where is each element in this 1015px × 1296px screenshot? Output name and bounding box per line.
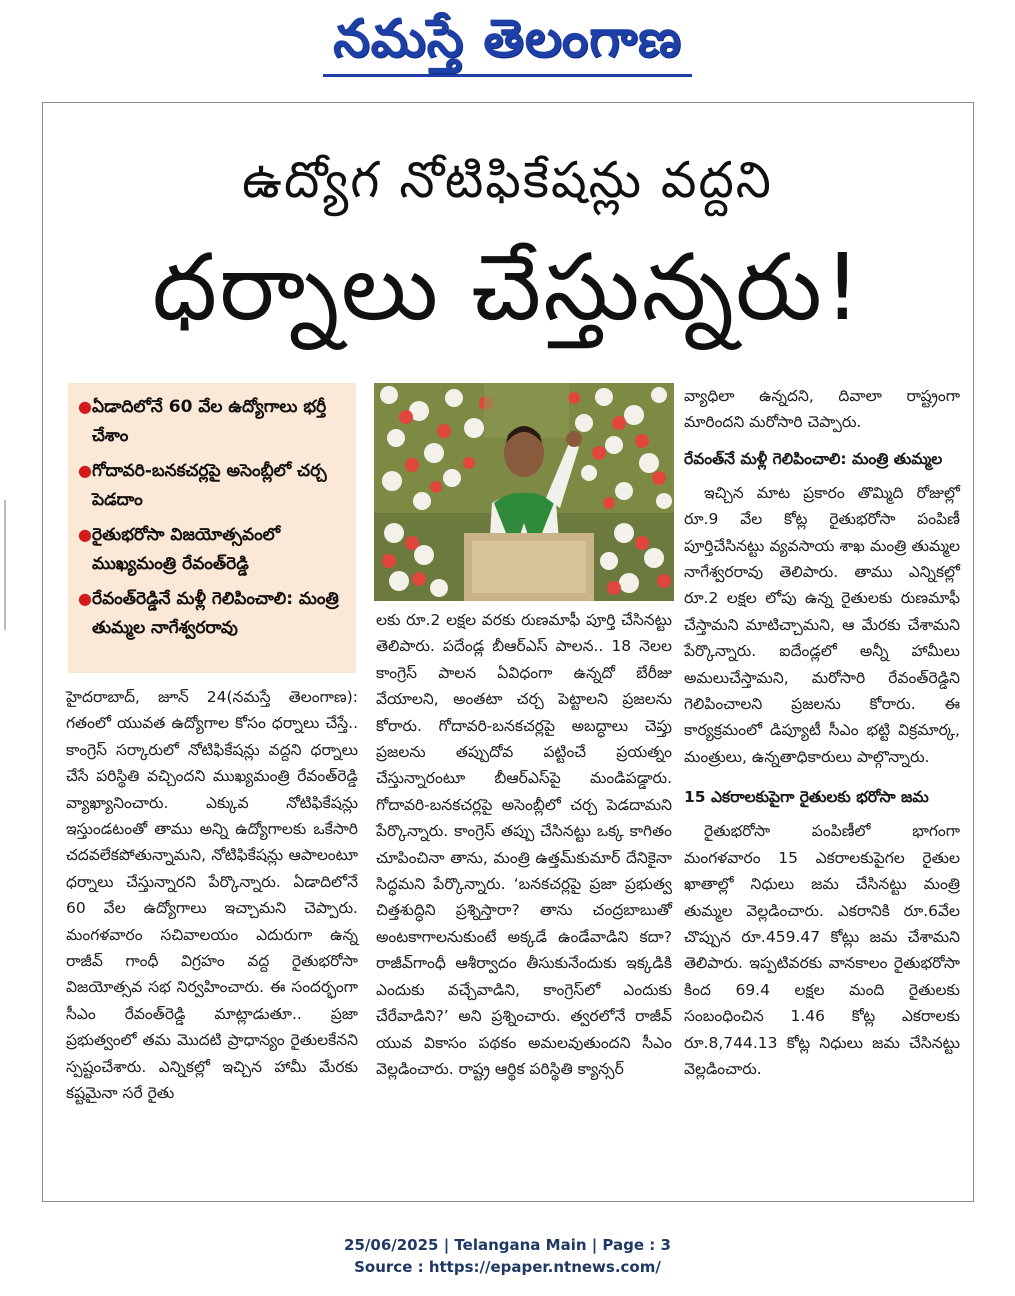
highlights-box <box>68 383 356 673</box>
masthead <box>0 0 1015 86</box>
highlight-item <box>78 393 348 451</box>
footer-edition-info: 25/06/2025 | Telangana Main | Page : 3 <box>344 1236 671 1254</box>
subheading: 15 ఎకరాలకుపైగా రైతులకు భరోసా జమ <box>684 788 929 807</box>
footer-source-link[interactable]: Source : https://epaper.ntnews.com/ <box>354 1258 661 1276</box>
highlight-item <box>78 521 348 579</box>
highlight-text: రేవంత్‌రెడ్డినే మళ్లీ గెలిపించాలి: మంత్రి తుమ్మల నాగేశ్వరరావు <box>92 589 339 638</box>
bullet-icon: ● <box>78 525 92 544</box>
article-column-1 <box>66 684 358 1107</box>
article-column-3 <box>684 383 960 1082</box>
article-photo <box>374 383 674 601</box>
article-paragraph: హైదరాబాద్, జూన్ 24(నమస్తే తెలంగాణ): గతంలో యువత ఉద్యోగాల కోసం ధర్నాలు చేస్తే.. కాంగ్రెస్ సర్కారులో నోటిఫికేషన్లు వద్దని ధర్నాలు చేసే పరిస్థితి వచ్చిందని ముఖ్యమంత్రి రేవంత్‌రెడ్డి వ్యాఖ్యానించారు. ఎక్కువ నోటిఫికేషన్లు ఇస్తుండటంతో తాము అన్ని ఉద్యోగాలకు ఒకేసారి చదవలేకపోతున్నామని, నోటిఫికేషన్లు ఆపాలంటూ ధర్నాలు చేస్తున్నారని పేర్కొన్నారు. ఏడాదిలోనే 60 వేల ఉద్యోగాలు ఇచ్చామని చెప్పారు. మంగళవారం సచివాలయం ఎదురుగా ఉన్న రాజీవ్ గాంధీ విగ్రహం వద్ద రైతుభరోసా విజయోత్సవ సభ నిర్వహించారు. ఈ సందర్భంగా సీఎం రేవంత్‌రెడ్డి మాట్లాడుతూ.. ప్రజా ప్రభుత్వంలో తమ మొదటి ప్రాధాన్యం రైతులకేనని స్పష్టంచేశారు. ఎన్నికల్లో ఇచ్చిన హామీ మేరకు కష్టమైనా సరే రైతు <box>66 688 358 1103</box>
highlight-text: రైతుభరోసా విజయోత్సవంలో ముఖ్యమంత్రి రేవంత్‌రెడ్డి <box>92 525 281 574</box>
page-edge-mark <box>4 500 6 630</box>
speaker-photo-illustration <box>374 383 674 601</box>
highlight-text: ఏడాదిలోనే 60 వేల ఉద్యోగాలు భర్తీ చేశాం <box>92 397 327 446</box>
article-column-2 <box>376 607 672 1082</box>
subheading: రేవంత్‌నే మళ్లీ గెలిపించాలి: మంత్రి తుమ్మల <box>684 449 943 468</box>
highlight-item <box>78 457 348 515</box>
article-paragraph: ఇచ్చిన మాట ప్రకారం తొమ్మిది రోజుల్లో రూ.9 వేల కోట్ల రైతుభరోసా పంపిణీ పూర్తిచేసినట్టు వ్యవసాయ శాఖ మంత్రి తుమ్మల నాగేశ్వరరావు తెలిపారు. తాము ఎన్నికల్లో రూ.2 లక్షల లోపు ఉన్న రైతులకు రుణమాఫీ చేస్తామని మాటిచ్చామని, ఆ మేరకు చేశామని పేర్కొన్నారు. ఐదేండ్లలో అన్నీ హామీలు అమలుచేస్తామని, మరోసారి రేవంత్‌రెడ్డిని గెలిపించాలని ప్రజలను కోరారు. ఈ కార్యక్రమంలో డిప్యూటీ సీఎం భట్టి విక్రమార్క, మంత్రులు, ఉన్నతాధికారులు పాల్గొన్నారు. <box>684 483 960 766</box>
article-paragraph: రైతుభరోసా పంపిణీలో భాగంగా మంగళవారం 15 ఎకరాలకుపైగల రైతుల ఖాతాల్లో నిధులు జమ చేసినట్టు మంత్రి తుమ్మల వెల్లడించారు. ఎకరానికి రూ.6వేల చొప్పున రూ.459.47 కోట్లు జమ చేశామని తెలిపారు. ఇప్పటివరకు వానకాలం రైతుభరోసా కింద 69.4 లక్షల మంది రైతులకు సంబంధించిన 1.46 కోట్ల ఎకరాలకు రూ.8,744.13 కోట్ల నిధులు జమ చేసినట్టు వెల్లడించారు. <box>684 822 960 1078</box>
headline-line-2: ధర్నాలు చేస్తున్నరు! <box>152 234 863 341</box>
article-paragraph: వ్యాధిలా ఉన్నదని, దివాలా రాష్ట్రంగా మారిందని మరోసారి చెప్పారు. <box>684 387 960 432</box>
bullet-icon: ● <box>78 589 92 608</box>
bullet-icon: ● <box>78 461 92 480</box>
article-paragraph: లకు రూ.2 లక్షల వరకు రుణమాఫీ పూర్తి చేసినట్టు తెలిపారు. పదేండ్ల బీఆర్‌ఎస్ పాలన.. 18 నెలల కాంగ్రెస్ పాలన ఏవిధంగా ఉన్నదో బేరీజు వేయాలని, అంతటా చర్చ పెట్టాలని ప్రజలను కోరారు. గోదావరి-బనకచర్లపై అబద్ధాలు చెప్తు ప్రజలను తప్పుదోవ పట్టించే ప్రయత్నం చేస్తున్నారంటూ బీఆర్‌ఎస్‌పై మండిపడ్డారు. గోదావరి-బనకచర్లపై అసెంబ్లీలో చర్చ పెడదామని పేర్కొన్నారు. కాంగ్రెస్ తప్పు చేసినట్టు ఒక్క కాగితం చూపించినా తాను, మంత్రి ఉత్తమ్‌కుమార్ దేనికైనా సిద్ధమని పేర్కొన్నారు. ‘బనకచర్లపై ప్రజా ప్రభుత్వ చిత్తశుద్ధిని ప్రశ్నిస్తారా? తాను చంద్రబాబుతో అంటకాగాలనుకుంటే అక్కడే ఉండేవాడిని కదా? రాజీవ్‌గాంధీ ఆశీర్వాదం తీసుకునేందుకు ఇక్కడికి ఎందుకు వచ్చేవాడిని, కాంగ్రెస్‌లో ఎందుకు చేరేవాడిని?’ అని ప్రశ్నించారు. త్వరలోనే రాజీవ్ యువ వికాసం పథకం అమలవుతుందని సీఎం వెల్లడించారు. రాష్ట్ర ఆర్థిక పరిస్థితి క్యాన్సర్ <box>376 611 672 1078</box>
bullet-icon: ● <box>78 397 92 416</box>
newspaper-logo: నమస్తే తెలంగాణ <box>323 4 692 77</box>
highlight-text: గోదావరి-బనకచర్లపై అసెంబ్లీలో చర్చ పెడదాం <box>92 461 327 510</box>
highlight-item <box>78 585 348 643</box>
headline-line-1: ఉద్యోగ నోటిఫికేషన్లు వద్దని <box>242 151 773 209</box>
